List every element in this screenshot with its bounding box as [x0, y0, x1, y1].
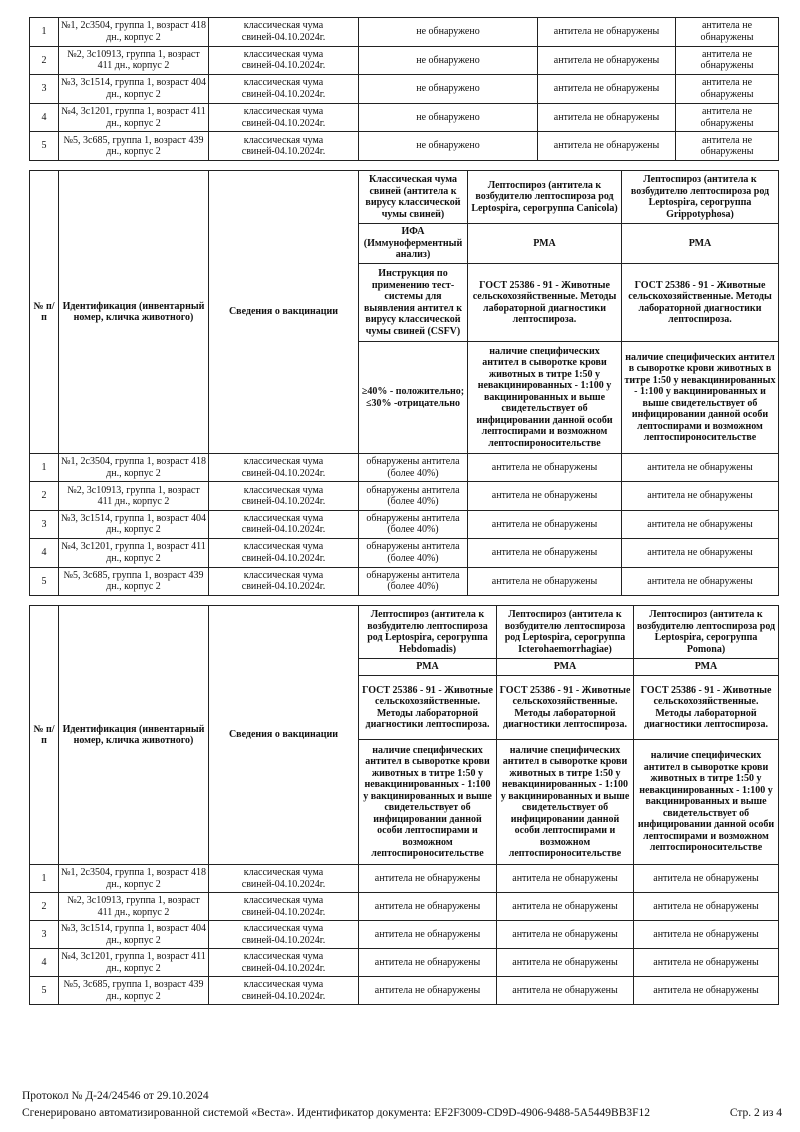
table-row [30, 567, 779, 595]
header-number: № п/п [30, 606, 59, 865]
vaccination-info: классическая чума свиней-04.10.2024г. [209, 18, 359, 47]
test-result: обнаружены антитела (более 40%) [359, 539, 468, 567]
test-norm: наличие специфических антител в сыворотке крови животных в титре 1:50 у невакцинированных - 1:100 у вакцинированных и выше свидетельствует об инфицировании данной особи лептоспирами и возможном лептоспироносительстве [622, 342, 779, 454]
test-result: антитела не обнаружены [676, 132, 779, 161]
vaccination-info: классическая чума свиней-04.10.2024г. [209, 949, 359, 977]
table-row [30, 75, 779, 104]
test-result: антитела не обнаружены [634, 977, 779, 1005]
test-result: антитела не обнаружены [468, 539, 622, 567]
animal-identification: №3, 3с1514, группа 1, возраст 404 дн., корпус 2 [59, 921, 209, 949]
table-row [30, 103, 779, 132]
test-standard: ГОСТ 25386 - 91 - Животные сельскохозяйственные. Методы лабораторной диагностики лептоспироза. [497, 676, 634, 740]
results-table-leptospirosis [29, 605, 779, 1005]
header-vaccination: Сведения о вакцинации [209, 606, 359, 865]
vaccination-info: классическая чума свиней-04.10.2024г. [209, 865, 359, 893]
animal-identification: №3, 3с1514, группа 1, возраст 404 дн., корпус 2 [59, 510, 209, 538]
test-name: Лептоспироз (антитела к возбудителю лептоспироза род Leptospira, серогруппа Pomona) [634, 606, 779, 659]
test-method: РМА [634, 659, 779, 676]
vaccination-info: классическая чума свиней-04.10.2024г. [209, 893, 359, 921]
table-row [30, 132, 779, 161]
test-result: антитела не обнаружены [622, 510, 779, 538]
test-name: Классическая чума свиней (антитела к вирусу классической чумы свиней) [359, 171, 468, 224]
table-row [30, 539, 779, 567]
test-result: антитела не обнаружены [468, 510, 622, 538]
row-number: 1 [30, 865, 59, 893]
test-result: не обнаружено [359, 18, 538, 47]
vaccination-info: классическая чума свиней-04.10.2024г. [209, 510, 359, 538]
test-name: Лептоспироз (антитела к возбудителю лептоспироза род Leptospira, серогруппа Grippotyphosa) [622, 171, 779, 224]
test-result: антитела не обнаружены [468, 567, 622, 595]
test-result: обнаружены антитела (более 40%) [359, 567, 468, 595]
header-identification: Идентификация (инвентарный номер, кличка животного) [59, 171, 209, 454]
table-row [30, 510, 779, 538]
header-vaccination: Сведения о вакцинации [209, 171, 359, 454]
test-norm: наличие специфических антител в сыворотке крови животных в титре 1:50 у невакцинированных - 1:100 у вакцинированных и выше свидетельствует об инфицировании данной особи лептоспирами и возможном лептоспироносительстве [497, 740, 634, 865]
test-result: антитела не обнаружены [359, 865, 497, 893]
test-result: антитела не обнаружены [622, 539, 779, 567]
table-row [30, 977, 779, 1005]
test-standard: ГОСТ 25386 - 91 - Животные сельскохозяйственные. Методы лабораторной диагностики лептоспироза. [359, 676, 497, 740]
table-row [30, 949, 779, 977]
test-result: антитела не обнаружены [676, 75, 779, 104]
test-result: антитела не обнаружены [622, 454, 779, 482]
row-number: 1 [30, 454, 59, 482]
test-norm: наличие специфических антител в сыворотке крови животных в титре 1:50 у невакцинированных - 1:100 у вакцинированных и выше свидетельствует об инфицировании данной особи лептоспирами и возможном лептоспироносительстве [634, 740, 779, 865]
test-name: Лептоспироз (антитела к возбудителю лептоспироза род Leptospira, серогруппа Hebdomadis) [359, 606, 497, 659]
test-norm: ≥40% - положительно; ≤30% -отрицательно [359, 342, 468, 454]
row-number: 5 [30, 132, 59, 161]
animal-identification: №4, 3с1201, группа 1, возраст 411 дн., корпус 2 [59, 539, 209, 567]
vaccination-info: классическая чума свиней-04.10.2024г. [209, 46, 359, 75]
animal-identification: №3, 3с1514, группа 1, возраст 404 дн., корпус 2 [59, 75, 209, 104]
row-number: 2 [30, 46, 59, 75]
test-result: обнаружены антитела (более 40%) [359, 454, 468, 482]
test-result: антитела не обнаружены [676, 18, 779, 47]
results-table-continued [29, 17, 779, 161]
test-method: РМА [497, 659, 634, 676]
results-table-csf-leptospirosis [29, 170, 779, 596]
test-norm: наличие специфических антител в сыворотке крови животных в титре 1:50 у невакцинированных - 1:100 у вакцинированных и выше свидетельствует об инфицировании данной особи лептоспирами и возможном лептоспироносительстве [468, 342, 622, 454]
table-row [30, 454, 779, 482]
test-name: Лептоспироз (антитела к возбудителю лептоспироза род Leptospira, серогруппа Canicola) [468, 171, 622, 224]
animal-identification: №1, 2с3504, группа 1, возраст 418 дн., корпус 2 [59, 454, 209, 482]
table-row [30, 865, 779, 893]
animal-identification: №2, 3с10913, группа 1, возраст 411 дн., корпус 2 [59, 46, 209, 75]
animal-identification: №2, 3с10913, группа 1, возраст 411 дн., корпус 2 [59, 893, 209, 921]
animal-identification: №5, 3с685, группа 1, возраст 439 дн., корпус 2 [59, 132, 209, 161]
test-result: не обнаружено [359, 132, 538, 161]
table-row [30, 46, 779, 75]
animal-identification: №2, 3с10913, группа 1, возраст 411 дн., корпус 2 [59, 482, 209, 510]
test-result: антитела не обнаружены [359, 893, 497, 921]
row-number: 1 [30, 18, 59, 47]
test-result: обнаружены антитела (более 40%) [359, 510, 468, 538]
animal-identification: №4, 3с1201, группа 1, возраст 411 дн., корпус 2 [59, 103, 209, 132]
test-result: антитела не обнаружены [497, 949, 634, 977]
test-method: РМА [359, 659, 497, 676]
vaccination-info: классическая чума свиней-04.10.2024г. [209, 454, 359, 482]
vaccination-info: классическая чума свиней-04.10.2024г. [209, 567, 359, 595]
test-name: Лептоспироз (антитела к возбудителю лептоспироза род Leptospira, серогруппа Icterohaemorrhagiae) [497, 606, 634, 659]
vaccination-info: классическая чума свиней-04.10.2024г. [209, 539, 359, 567]
table-row [30, 18, 779, 47]
animal-identification: №1, 2с3504, группа 1, возраст 418 дн., корпус 2 [59, 18, 209, 47]
vaccination-info: классическая чума свиней-04.10.2024г. [209, 103, 359, 132]
test-result: антитела не обнаружены [538, 75, 676, 104]
row-number: 3 [30, 510, 59, 538]
row-number: 4 [30, 539, 59, 567]
test-result: антитела не обнаружены [538, 132, 676, 161]
test-result: антитела не обнаружены [634, 921, 779, 949]
test-result: антитела не обнаружены [497, 865, 634, 893]
test-result: обнаружены антитела (более 40%) [359, 482, 468, 510]
test-standard: ГОСТ 25386 - 91 - Животные сельскохозяйственные. Методы лабораторной диагностики лептоспироза. [622, 264, 779, 342]
test-result: не обнаружено [359, 75, 538, 104]
header-row-name [30, 171, 779, 224]
row-number: 4 [30, 103, 59, 132]
test-standard: ГОСТ 25386 - 91 - Животные сельскохозяйственные. Методы лабораторной диагностики лептоспироза. [468, 264, 622, 342]
vaccination-info: классическая чума свиней-04.10.2024г. [209, 921, 359, 949]
animal-identification: №5, 3с685, группа 1, возраст 439 дн., корпус 2 [59, 567, 209, 595]
protocol-number: Протокол № Д-24/24546 от 29.10.2024 [22, 1090, 209, 1102]
test-result: антитела не обнаружены [634, 893, 779, 921]
test-norm: наличие специфических антител в сыворотке крови животных в титре 1:50 у невакцинированных - 1:100 у вакцинированных и выше свидетельствует об инфицировании данной особи лептоспирами и возможном лептоспироносительстве [359, 740, 497, 865]
test-standard: ГОСТ 25386 - 91 - Животные сельскохозяйственные. Методы лабораторной диагностики лептоспироза. [634, 676, 779, 740]
row-number: 2 [30, 893, 59, 921]
test-result: антитела не обнаружены [622, 482, 779, 510]
row-number: 4 [30, 949, 59, 977]
test-method: РМА [622, 224, 779, 264]
test-result: антитела не обнаружены [497, 893, 634, 921]
row-number: 5 [30, 977, 59, 1005]
test-result: антитела не обнаружены [622, 567, 779, 595]
test-result: антитела не обнаружены [538, 18, 676, 47]
test-result: антитела не обнаружены [359, 921, 497, 949]
test-result: не обнаружено [359, 103, 538, 132]
vaccination-info: классическая чума свиней-04.10.2024г. [209, 482, 359, 510]
header-identification: Идентификация (инвентарный номер, кличка животного) [59, 606, 209, 865]
test-standard: Инструкция по применению тест-системы для выявления антител к вирусу классической чумы свиней (CSFV) [359, 264, 468, 342]
test-result: антитела не обнаружены [634, 865, 779, 893]
row-number: 5 [30, 567, 59, 595]
page-number: Стр. 2 из 4 [729, 1107, 782, 1119]
test-result: антитела не обнаружены [359, 977, 497, 1005]
test-result: антитела не обнаружены [538, 103, 676, 132]
document-identifier: Сгенерировано автоматизированной системой «Веста». Идентификатор документа: EF2F3009-CD9D-4906-9488-5A5449BB3F12 [22, 1107, 651, 1119]
animal-identification: №1, 2с3504, группа 1, возраст 418 дн., корпус 2 [59, 865, 209, 893]
row-number: 2 [30, 482, 59, 510]
test-method: ИФА (Иммуноферментный анализ) [359, 224, 468, 264]
vaccination-info: классическая чума свиней-04.10.2024г. [209, 75, 359, 104]
header-number: № п/п [30, 171, 59, 454]
test-result: не обнаружено [359, 46, 538, 75]
animal-identification: №5, 3с685, группа 1, возраст 439 дн., корпус 2 [59, 977, 209, 1005]
row-number: 3 [30, 75, 59, 104]
test-result: антитела не обнаружены [468, 482, 622, 510]
vaccination-info: классическая чума свиней-04.10.2024г. [209, 132, 359, 161]
row-number: 3 [30, 921, 59, 949]
test-result: антитела не обнаружены [676, 46, 779, 75]
header-row-name [30, 606, 779, 659]
test-result: антитела не обнаружены [676, 103, 779, 132]
test-result: антитела не обнаружены [538, 46, 676, 75]
test-result: антитела не обнаружены [497, 977, 634, 1005]
test-method: РМА [468, 224, 622, 264]
test-result: антитела не обнаружены [359, 949, 497, 977]
test-result: антитела не обнаружены [497, 921, 634, 949]
table-row [30, 921, 779, 949]
animal-identification: №4, 3с1201, группа 1, возраст 411 дн., корпус 2 [59, 949, 209, 977]
footer-line [22, 1107, 782, 1119]
vaccination-info: классическая чума свиней-04.10.2024г. [209, 977, 359, 1005]
test-result: антитела не обнаружены [468, 454, 622, 482]
table-row [30, 893, 779, 921]
table-row [30, 482, 779, 510]
test-result: антитела не обнаружены [634, 949, 779, 977]
